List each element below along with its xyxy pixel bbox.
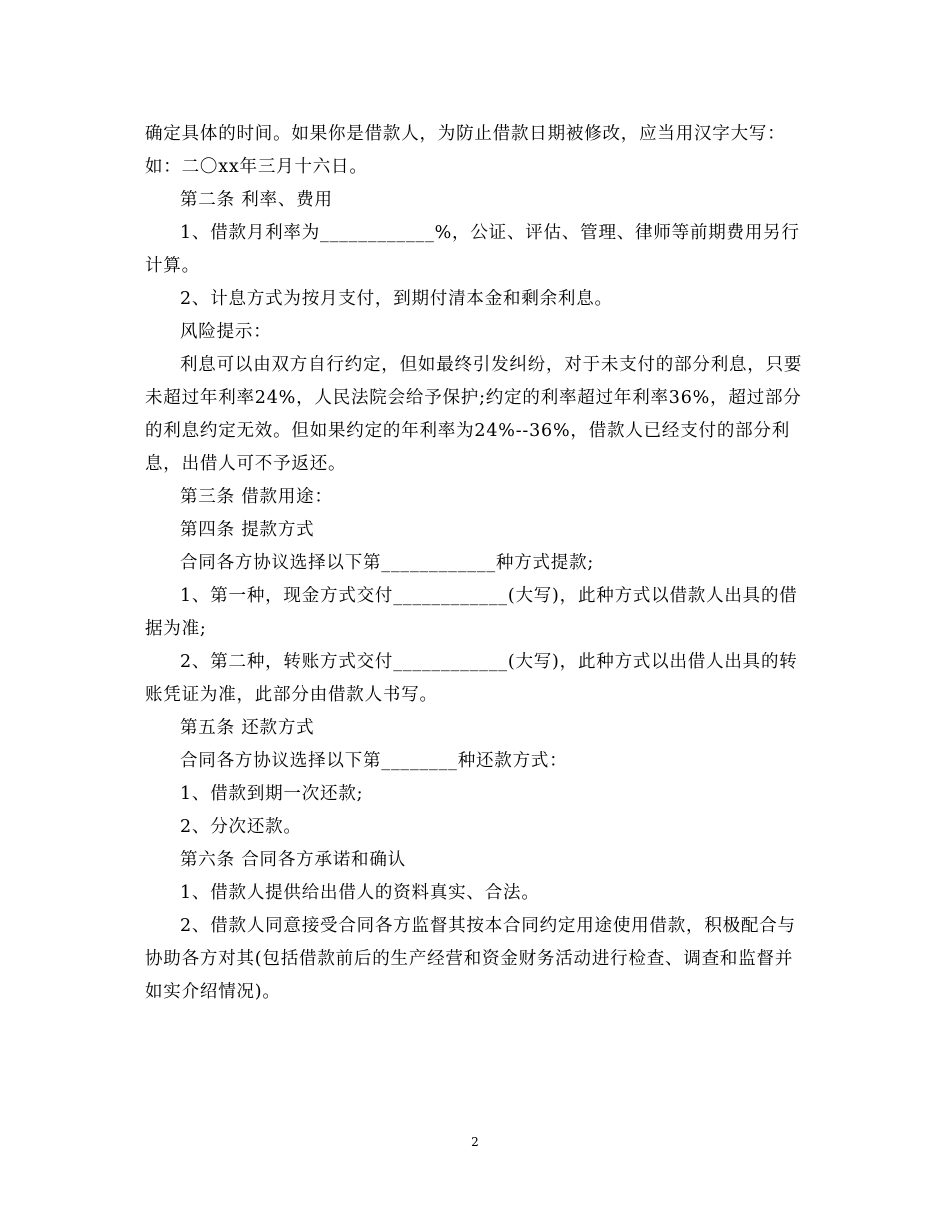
article-5-clause-1: 1、借款到期一次还款; [180, 784, 364, 804]
article-3-heading: 第三条 借款用途： [180, 487, 333, 507]
article-6-clause-1: 1、借款人提供给出借人的资料真实、合法。 [180, 883, 540, 903]
article-4-clause-1: 1、第一种，现金方式交付____________(大写)，此种方式以借款人出具的借据为准; [145, 586, 798, 639]
article-2-clause-1: 1、借款月利率为____________%，公证、评估、管理、律师等前期费用另行计算。 [145, 223, 800, 276]
article-2-heading: 第二条 利率、费用 [180, 190, 333, 210]
article-6-clause-2: 2、借款人同意接受合同各方监督其按本合同约定用途使用借款，积极配合与协助各方对其(包括借款前后的生产经营和资金财务活动进行检查、调查和监督并如实介绍情况)。 [145, 916, 796, 1002]
risk-notice-text: 利息可以由双方自行约定，但如最终引发纠纷，对于未支付的部分利息，只要未超过年利率24%，人民法院会给予保护;约定的利率超过年利率36%，超过部分的利息约定无效。但如果约定的年利率为24%--36%，借款人已经支付的部分利息，出借人可不予返还。 [145, 355, 803, 474]
article-5-heading: 第五条 还款方式 [180, 718, 315, 738]
article-4-heading: 第四条 提款方式 [180, 520, 315, 540]
article-5-clause-2: 2、分次还款。 [180, 817, 302, 837]
paragraph-continuation: 确定具体的时间。如果你是借款人，为防止借款日期被修改，应当用汉字大写：如：二〇xx年三月十六日。 [145, 124, 786, 177]
article-2-clause-2: 2、计息方式为按月支付，到期付清本金和剩余利息。 [180, 289, 613, 309]
risk-notice-heading: 风险提示： [180, 322, 272, 342]
article-5-intro: 合同各方协议选择以下第________种还款方式： [180, 751, 568, 771]
article-4-intro: 合同各方协议选择以下第____________种方式提款; [180, 553, 595, 573]
article-6-heading: 第六条 合同各方承诺和确认 [180, 850, 406, 870]
article-4-clause-2: 2、第二种，转账方式交付____________(大写)，此种方式以出借人出具的转账凭证为准，此部分由借款人书写。 [145, 652, 798, 705]
page-number: 2 [471, 1135, 479, 1149]
document-body [145, 118, 810, 1009]
